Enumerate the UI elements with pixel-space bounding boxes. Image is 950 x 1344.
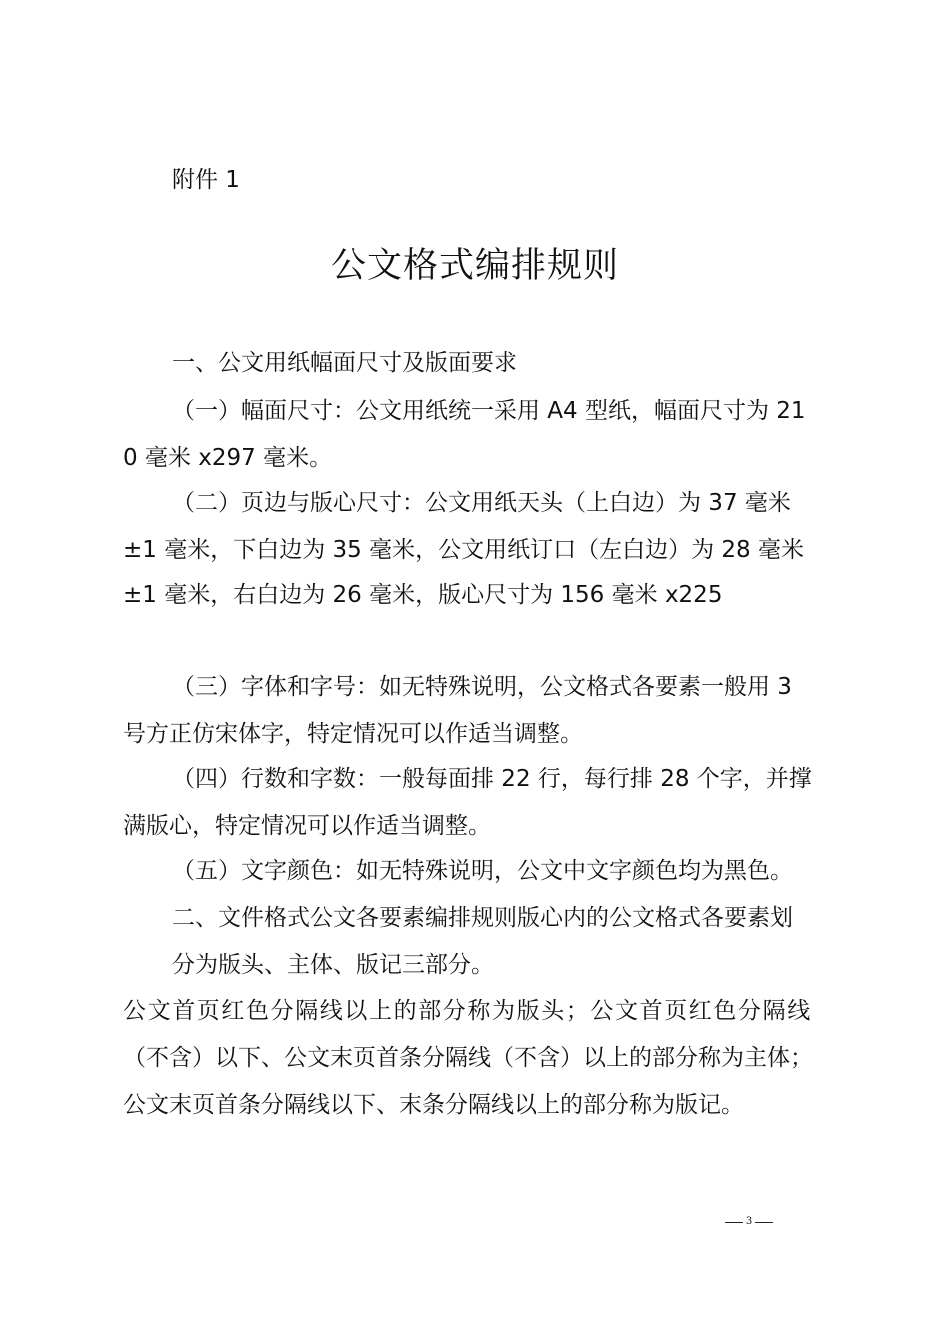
attachment-label: 附件 1 — [172, 167, 240, 193]
body-line-12: 二、文件格式公文各要素编排规则版心内的公文格式各要素划 — [172, 905, 793, 931]
body-line-7: （三）字体和字号：如无特殊说明，公文格式各要素一般用 3 — [172, 674, 792, 700]
footer-dash-right — [755, 1222, 773, 1223]
page-number: 3 — [745, 1216, 753, 1227]
body-line-15: （不含）以下、公文末页首条分隔线（不含）以上的部分称为主体； — [123, 1045, 813, 1071]
body-line-13: 分为版头、主体、版记三部分。 — [172, 952, 494, 978]
document-title: 公文格式编排规则 — [330, 246, 619, 286]
body-line-6: ±1 毫米，右白边为 26 毫米，版心尺寸为 156 毫米 x225 — [123, 582, 723, 608]
body-line-10: 满版心，特定情况可以作适当调整。 — [123, 813, 491, 839]
body-line-16: 公文末页首条分隔线以下、末条分隔线以上的部分称为版记。 — [123, 1092, 744, 1118]
page-footer — [725, 1214, 773, 1230]
body-line-5: ±1 毫米，下白边为 35 毫米，公文用纸订口（左白边）为 28 毫米 — [123, 537, 804, 563]
body-line-3: 0 毫米 x297 毫米。 — [123, 445, 333, 471]
footer-dash-left — [725, 1222, 743, 1223]
body-line-11: （五）文字颜色：如无特殊说明，公文中文字颜色均为黑色。 — [172, 858, 793, 884]
body-line-1: 一、公文用纸幅面尺寸及版面要求 — [172, 350, 517, 376]
body-line-14: 公文首页红色分隔线以上的部分称为版头；公文首页红色分隔线 — [123, 998, 812, 1024]
body-line-9: （四）行数和字数：一般每面排 22 行，每行排 28 个字，并撑 — [172, 766, 812, 792]
body-line-8: 号方正仿宋体字，特定情况可以作适当调整。 — [123, 721, 583, 747]
body-line-2: （一）幅面尺寸：公文用纸统一采用 A4 型纸，幅面尺寸为 21 — [172, 398, 806, 424]
body-line-4: （二）页边与版心尺寸：公文用纸天头（上白边）为 37 毫米 — [172, 490, 791, 516]
